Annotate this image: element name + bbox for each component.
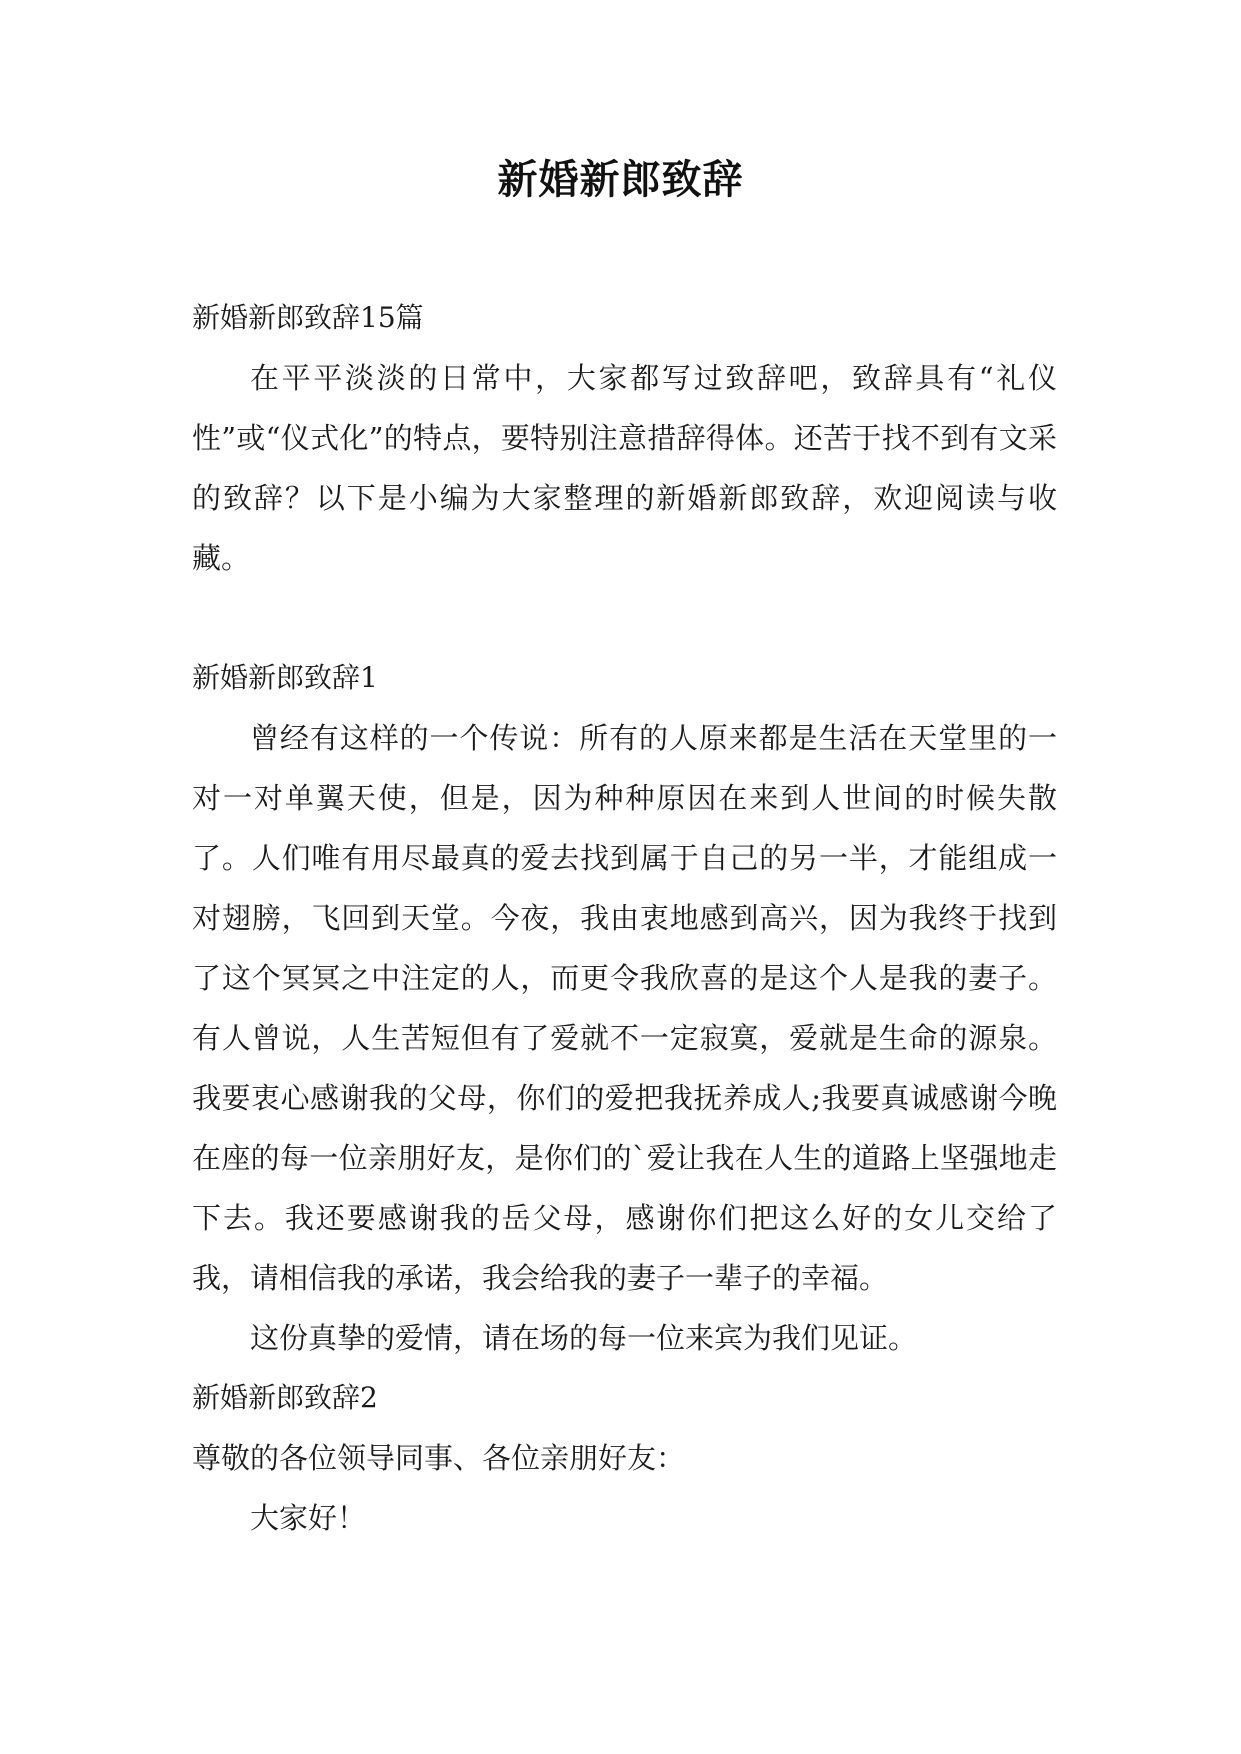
- document-body: [192, 288, 1057, 1548]
- section-1-paragraph-1: 曾经有这样的一个传说：所有的人原来都是生活在天堂里的一对一对单翼天使，但是，因为种种原因在来到人世间的时候失散了。人们唯有用尽最真的爱去找到属于自己的另一半，才能组成一对翅膀，飞回到天堂。今夜，我由衷地感到高兴，因为我终于找到了这个冥冥之中注定的人，而更令我欣喜的是这个人是我的妻子。有人曾说，人生苦短但有了爱就不一定寂寞，爱就是生命的源泉。我要衷心感谢我的父母，你们的爱把我抚养成人;我要真诚感谢今晚在座的每一位亲朋好友，是你们的`爱让我在人生的道路上坚强地走下去。我还要感谢我的岳父母，感谢你们把这么好的女儿交给了我，请相信我的承诺，我会给我的妻子一辈子的幸福。: [192, 721, 1057, 1295]
- section-2-heading: 新婚新郎致辞2: [192, 1381, 378, 1414]
- subtitle: 新婚新郎致辞15篇: [192, 301, 424, 334]
- section-1-paragraph-2: 这份真挚的爱情，请在场的每一位来宾为我们见证。: [250, 1321, 918, 1355]
- section-2-greeting: 大家好！: [250, 1501, 367, 1535]
- blank-line: [192, 588, 1057, 648]
- section-2-salutation: 尊敬的各位领导同事、各位亲朋好友：: [192, 1441, 686, 1475]
- document-title: 新婚新郎致辞: [497, 157, 744, 203]
- intro-paragraph: 在平平淡淡的日常中，大家都写过致辞吧，致辞具有“礼仪性”或“仪式化”的特点，要特别注意措辞得体。还苦于找不到有文采的致辞？以下是小编为大家整理的新婚新郎致辞，欢迎阅读与收藏。: [192, 361, 1057, 575]
- section-1-heading: 新婚新郎致辞1: [192, 661, 378, 694]
